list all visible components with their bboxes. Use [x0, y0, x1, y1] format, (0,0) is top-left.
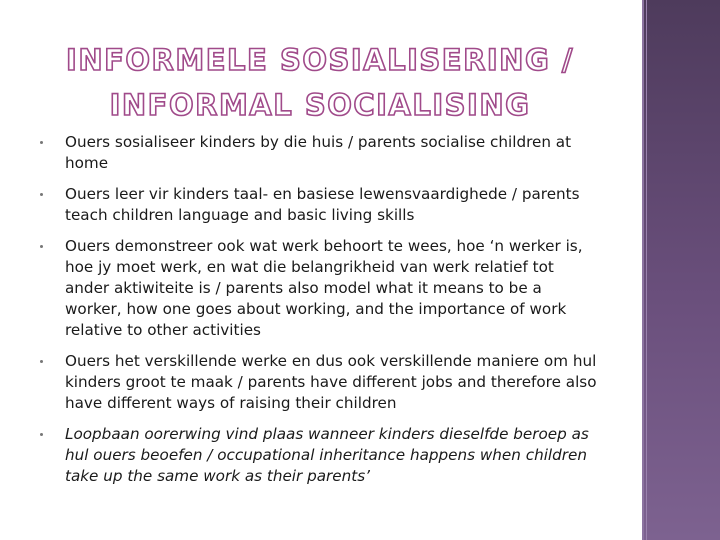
bullet-dot-icon	[40, 245, 43, 248]
bullet-item	[40, 236, 600, 341]
title-line-1: INFORMELE SOSIALISERING /	[66, 43, 574, 77]
title-line-2: INFORMAL SOCIALISING	[109, 88, 531, 122]
side-panel-edge	[642, 0, 644, 540]
bullet-text: Ouers demonstreer ook wat werk behoort te wees, hoe ‘n werker is, hoe jy moet werk, en wat die belangrikheid van werk relatief tot ander aktiwiteite is / parents also model what it means to be a worker, how one goes about working, and the importance of work relative to other activities	[65, 237, 583, 339]
slide-title	[60, 38, 580, 128]
side-panel-edge-line	[646, 0, 647, 540]
bullet-text: Ouers sosialiseer kinders by die huis / parents socialise children at home	[65, 133, 572, 172]
bullet-text: Loopbaan oorerwing vind plaas wanneer kinders dieselfde beroep as hul ouers beoefen / occupational inheritance happens when children take up the same work as their parents’	[65, 425, 589, 485]
bullet-item	[40, 424, 600, 487]
bullet-item	[40, 184, 600, 226]
bullet-text: Ouers leer vir kinders taal- en basiese lewensvaardighede / parents teach children language and basic living skills	[65, 185, 580, 224]
bullet-text: Ouers het verskillende werke en dus ook verskillende maniere om hul kinders groot te maak / parents have different jobs and therefore also have different ways of raising their children	[65, 352, 597, 412]
decorative-side-panel	[642, 0, 720, 540]
bullet-dot-icon	[40, 433, 43, 436]
bullet-dot-icon	[40, 141, 43, 144]
bullet-item	[40, 132, 600, 174]
bullet-item	[40, 351, 600, 414]
bullet-dot-icon	[40, 360, 43, 363]
bullet-list	[40, 132, 600, 497]
bullet-dot-icon	[40, 193, 43, 196]
